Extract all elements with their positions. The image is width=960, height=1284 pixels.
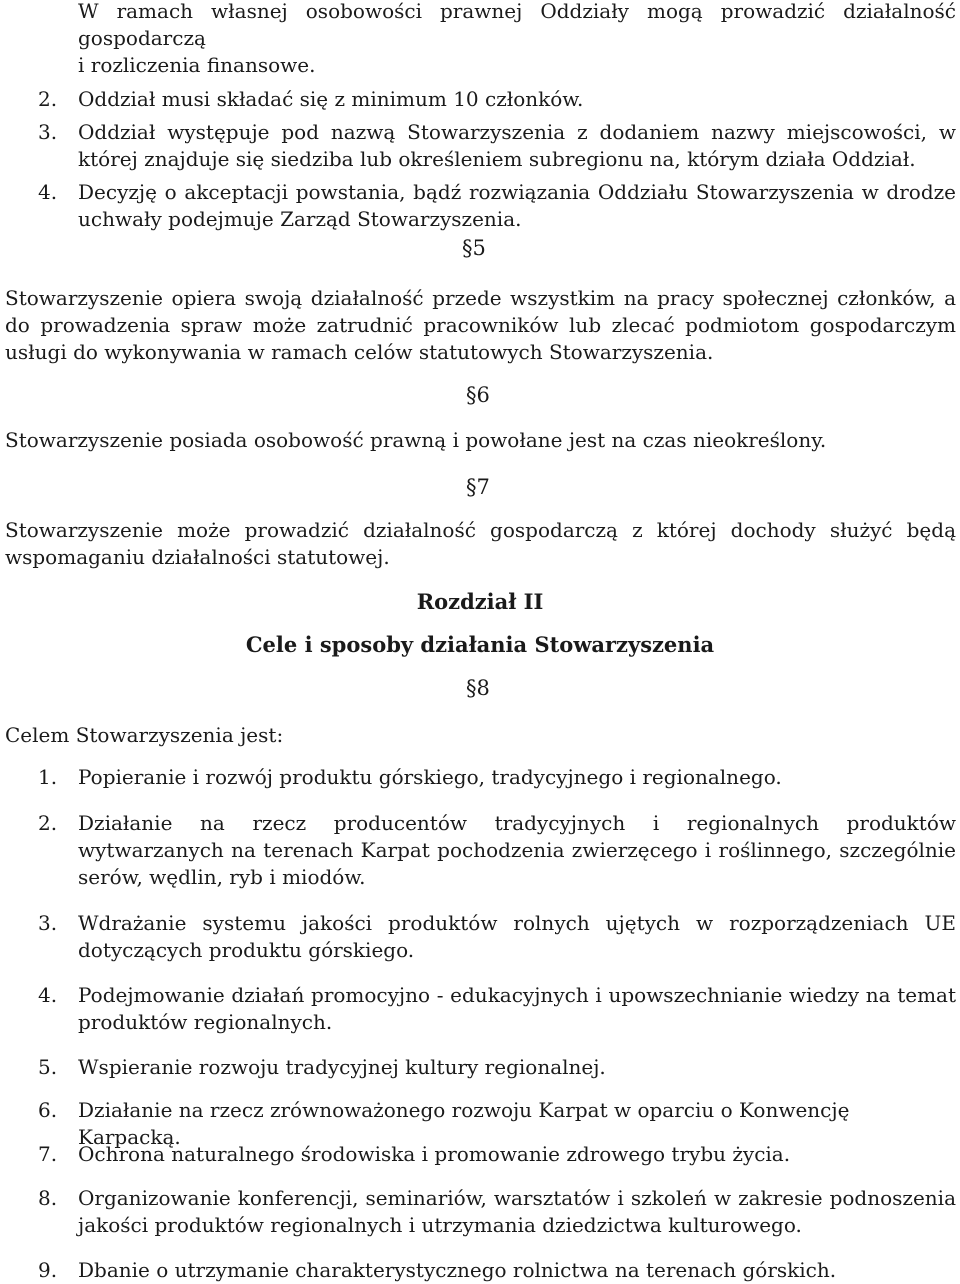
list-item: Dbanie o utrzymanie charakterystycznego rolnictwa na terenach górskich. (78, 1258, 837, 1282)
list-number: 3. (38, 911, 58, 935)
list-number: 9. (38, 1258, 58, 1282)
list-number: 4. (38, 180, 58, 204)
list-item: Działanie na rzecz zrównoważonego rozwoju Karpat w oparciu o Konwencję Karpacką. (78, 1098, 850, 1149)
section-paragraph: Stowarzyszenie opiera swoją działalność przede wszystkim na pracy społecznej członków, a do prowadzenia spraw może zatrudnić pracowników lub zlecać podmiotom gospodarczym usługi do wykonywania w ramach celów statutowych Stowarzyszenia. (5, 286, 956, 364)
oddzial-intro-line3: i rozliczenia finansowe. (78, 53, 316, 77)
section-heading: §5 (462, 236, 486, 260)
list-number: 8. (38, 1186, 58, 1210)
list-number: 2. (38, 87, 58, 111)
list-number: 7. (38, 1142, 58, 1166)
list-number: 5. (38, 1055, 58, 1079)
list-number: 2. (38, 811, 58, 835)
section-paragraph: Stowarzyszenie może prowadzić działalność gospodarczą z której dochody służyć będą wspomaganiu działalności statutowej. (5, 518, 956, 569)
list-item: Popieranie i rozwój produktu górskiego, tradycyjnego i regionalnego. (78, 765, 782, 789)
goals-intro: Celem Stowarzyszenia jest: (5, 723, 284, 747)
list-item: Organizowanie konferencji, seminariów, warsztatów i szkoleń w zakresie podnoszenia jakości produktów regionalnych i utrzymania dziedzictwa kulturowego. (78, 1186, 956, 1237)
list-number: 6. (38, 1098, 58, 1122)
chapter-subtitle: Cele i sposoby działania Stowarzyszenia (245, 632, 715, 657)
chapter-title: Rozdział II (416, 589, 544, 614)
list-item: Podejmowanie działań promocyjno - edukacyjnych i upowszechnianie wiedzy na temat produktów regionalnych. (78, 983, 956, 1034)
list-number: 3. (38, 120, 58, 144)
oddzial-intro-line1: W ramach własnej osobowości prawnej Oddziały mogą prowadzić działalność (78, 0, 956, 23)
list-item: Oddział występuje pod nazwą Stowarzyszenia z dodaniem nazwy miejscowości, w której znajduje się siedziba lub określeniem subregionu na, którym działa Oddział. (78, 120, 956, 171)
section-paragraph: Stowarzyszenie posiada osobowość prawną i powołane jest na czas nieokreślony. (5, 428, 827, 452)
list-item: Decyzję o akceptacji powstania, bądź rozwiązania Oddziału Stowarzyszenia w drodze uchwały podejmuje Zarząd Stowarzyszenia. (78, 180, 956, 231)
list-number: 4. (38, 983, 58, 1007)
oddzial-intro-line2: gospodarczą (78, 26, 206, 50)
list-item: Wdrażanie systemu jakości produktów rolnych ujętych w rozporządzeniach UE dotyczących produktu górskiego. (78, 911, 956, 962)
list-item: Działanie na rzecz producentów tradycyjnych i regionalnych produktów wytwarzanych na terenach Karpat pochodzenia zwierzęcego i roślinnego, szczególnie serów, wędlin, ryb i miodów. (78, 811, 956, 889)
section-heading: §6 (466, 383, 490, 407)
section-heading: §8 (466, 676, 490, 700)
list-item: Oddział musi składać się z minimum 10 członków. (78, 87, 584, 111)
section-heading: §7 (466, 475, 490, 499)
list-item: Wspieranie rozwoju tradycyjnej kultury regionalnej. (78, 1055, 606, 1079)
list-item: Ochrona naturalnego środowiska i promowanie zdrowego trybu życia. (78, 1142, 791, 1166)
list-number: 1. (38, 765, 58, 789)
